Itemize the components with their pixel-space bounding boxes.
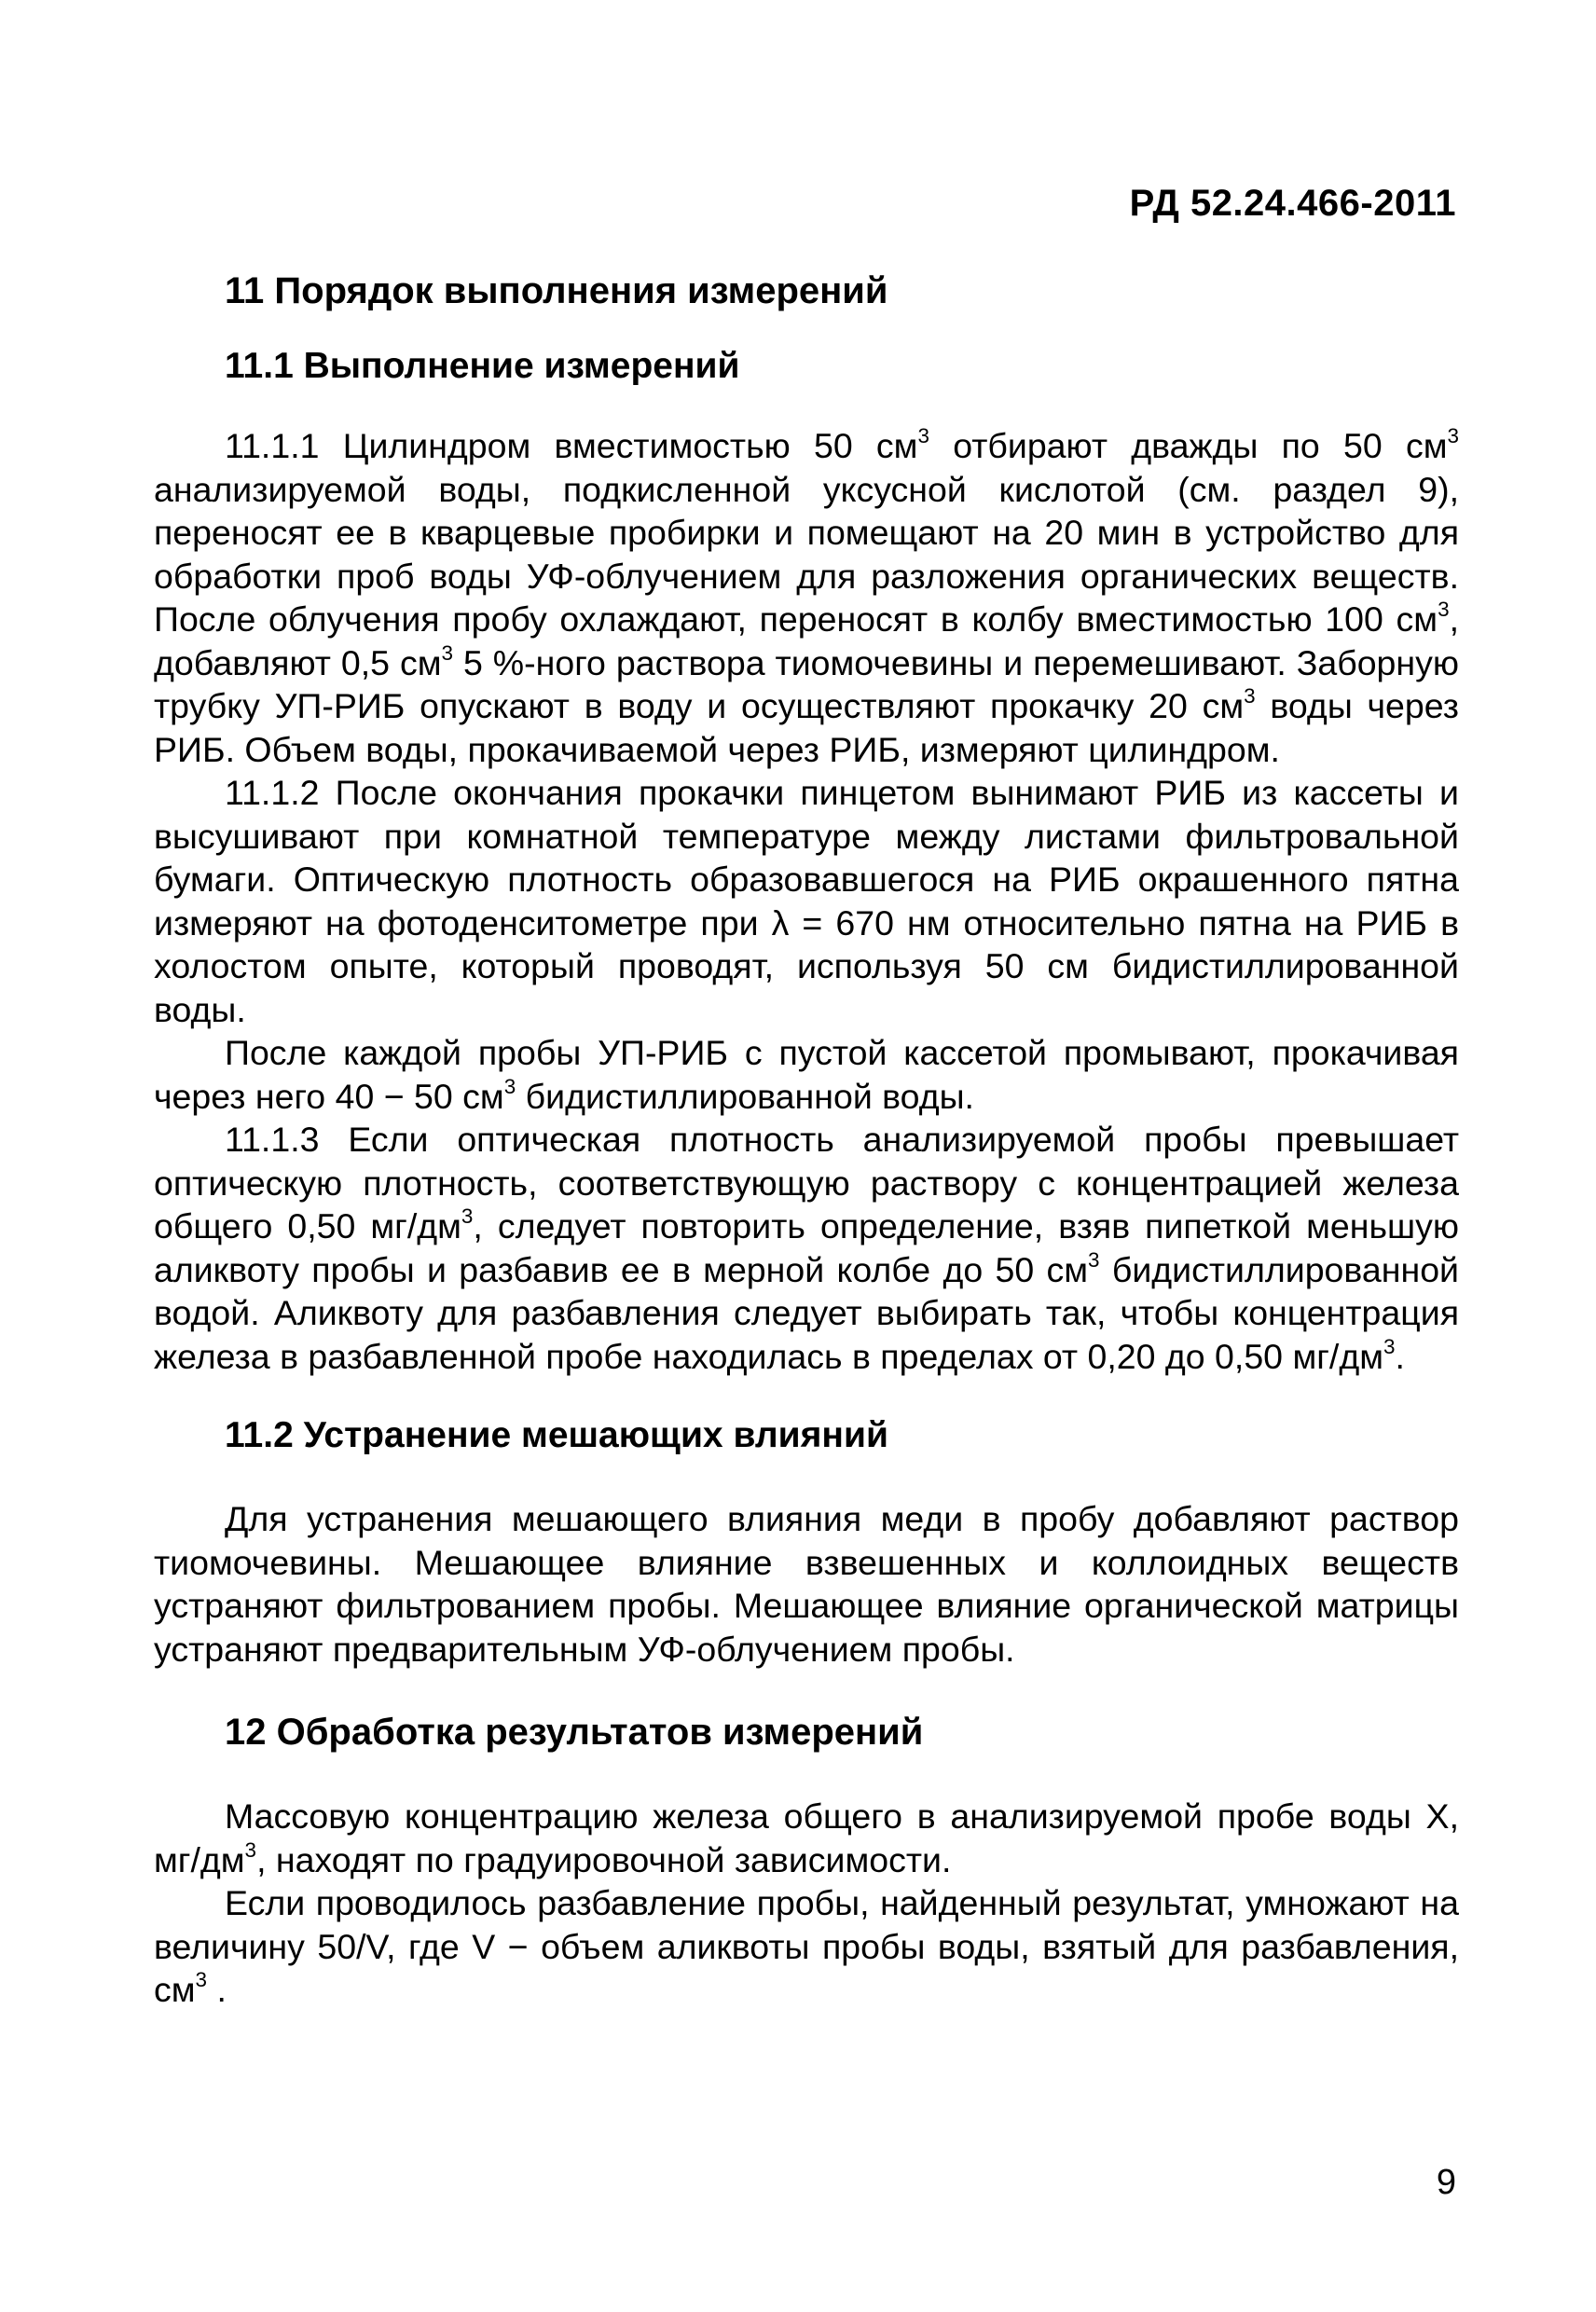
section-11-heading: 11 Порядок выполнения измерений: [225, 270, 888, 311]
paragraph-11-1-2: 11.1.2 После окончания прокачки пинцетом вынимают РИБ из кассеты и высушивают при комнатной температуре между листами фильтровальной бумаги. Оптическую плотность образовавшегося на РИБ окрашенного пятна измеряют на фотоденситометре при λ = 670 нм относительно пятна на РИБ в холостом опыте, который проводят, используя 50 см бидистиллированной воды.: [154, 773, 1459, 1029]
text-run: бидистиллированной воды.: [516, 1076, 974, 1116]
superscript: 3: [461, 1204, 474, 1229]
section-11-2-heading: 11.2 Устранение мешающих влияний: [225, 1415, 888, 1455]
paragraph-11-1-3: [154, 1118, 1459, 1378]
text-run: анализируемой воды, подкисленной уксусной кислотой (см. раздел 9), переносят ее в кварцевые пробирки и помещают на 20 мин в устройство для обработки проб воды УФ-облучением для разложения органических веществ. После облучения пробу охлаждают, переносят в колбу вместимостью 100 см: [154, 469, 1459, 639]
superscript: 3: [917, 424, 929, 448]
page-content: [154, 270, 1459, 2012]
superscript: 3: [195, 1968, 208, 1992]
text-run: , добавляют 0,5 см: [154, 599, 1459, 682]
text-run: .: [207, 1970, 227, 2009]
paragraph-interference: Для устранения мешающего влияния меди в пробу добавляют раствор тиомочевины. Мешающее влияние взвешенных и коллоидных веществ устраняют фильтрованием пробы. Мешающее влияние органической матрицы устраняют предварительным УФ-облучением пробы.: [154, 1499, 1459, 1669]
superscript: 3: [1438, 598, 1450, 622]
text-run: 11.1.1 Цилиндром вместимостью 50 см: [225, 426, 918, 465]
superscript: 3: [1088, 1247, 1100, 1272]
superscript: 3: [441, 640, 454, 665]
paragraph-concentration: [154, 1795, 1459, 1881]
superscript: 3: [1244, 684, 1256, 709]
text-run: , находят по градуировочной зависимости.: [256, 1839, 952, 1879]
text-run: Если проводилось разбавление пробы, найденный результат, умножают на величину 50/V, где V − объем аликвоты пробы воды, взятый для разбавления, см: [154, 1883, 1459, 2009]
section-12-heading: 12 Обработка результатов измерений: [225, 1712, 924, 1753]
paragraph-11-1-1: [154, 424, 1459, 771]
superscript: 3: [503, 1074, 516, 1098]
document-code: РД 52.24.466-2011: [1129, 183, 1456, 224]
text-run: Массовую концентрацию железа общего в анализируемой пробе воды X, мг/дм: [154, 1796, 1459, 1879]
superscript: 3: [1383, 1334, 1396, 1358]
text-run: 11.1.3 Если оптическая плотность анализируемой пробы превышает оптическую плотность, соответствующую раствору с концентрацией железа общего 0,50 мг/дм: [154, 1120, 1459, 1245]
paragraph-dilution: [154, 1881, 1459, 2012]
text-run: отбирают дважды по 50 см: [929, 426, 1448, 465]
text-run: воды через РИБ. Объем воды, прокачиваемой через РИБ, измеряют цилиндром.: [154, 686, 1459, 769]
superscript: 3: [1447, 424, 1459, 448]
superscript: 3: [244, 1837, 257, 1862]
text-run: .: [1395, 1336, 1405, 1376]
text-run: После каждой пробы УП-РИБ с пустой кассетой промывают, прокачивая через него 40 − 50 см: [154, 1033, 1459, 1116]
text-run: , следует повторить определение, взяв пипеткой меньшую аликвоту пробы и разбавив ее в мерной колбе до 50 см: [154, 1206, 1459, 1289]
paragraph-rinse: [154, 1031, 1459, 1118]
text-run: 5 %-ного раствора тиомочевины и перемешивают. Заборную трубку УП-РИБ опускают в воду и осуществляют прокачку 20 см: [154, 642, 1459, 725]
section-11-1-heading: 11.1 Выполнение измерений: [225, 346, 740, 386]
text-run: бидистиллированной водой. Аликвоту для разбавления следует выбирать так, чтобы концентрация железа в разбавленной пробе находилась в пределах от 0,20 до 0,50 мг/дм: [154, 1249, 1459, 1376]
page-number: 9: [1436, 2163, 1456, 2202]
